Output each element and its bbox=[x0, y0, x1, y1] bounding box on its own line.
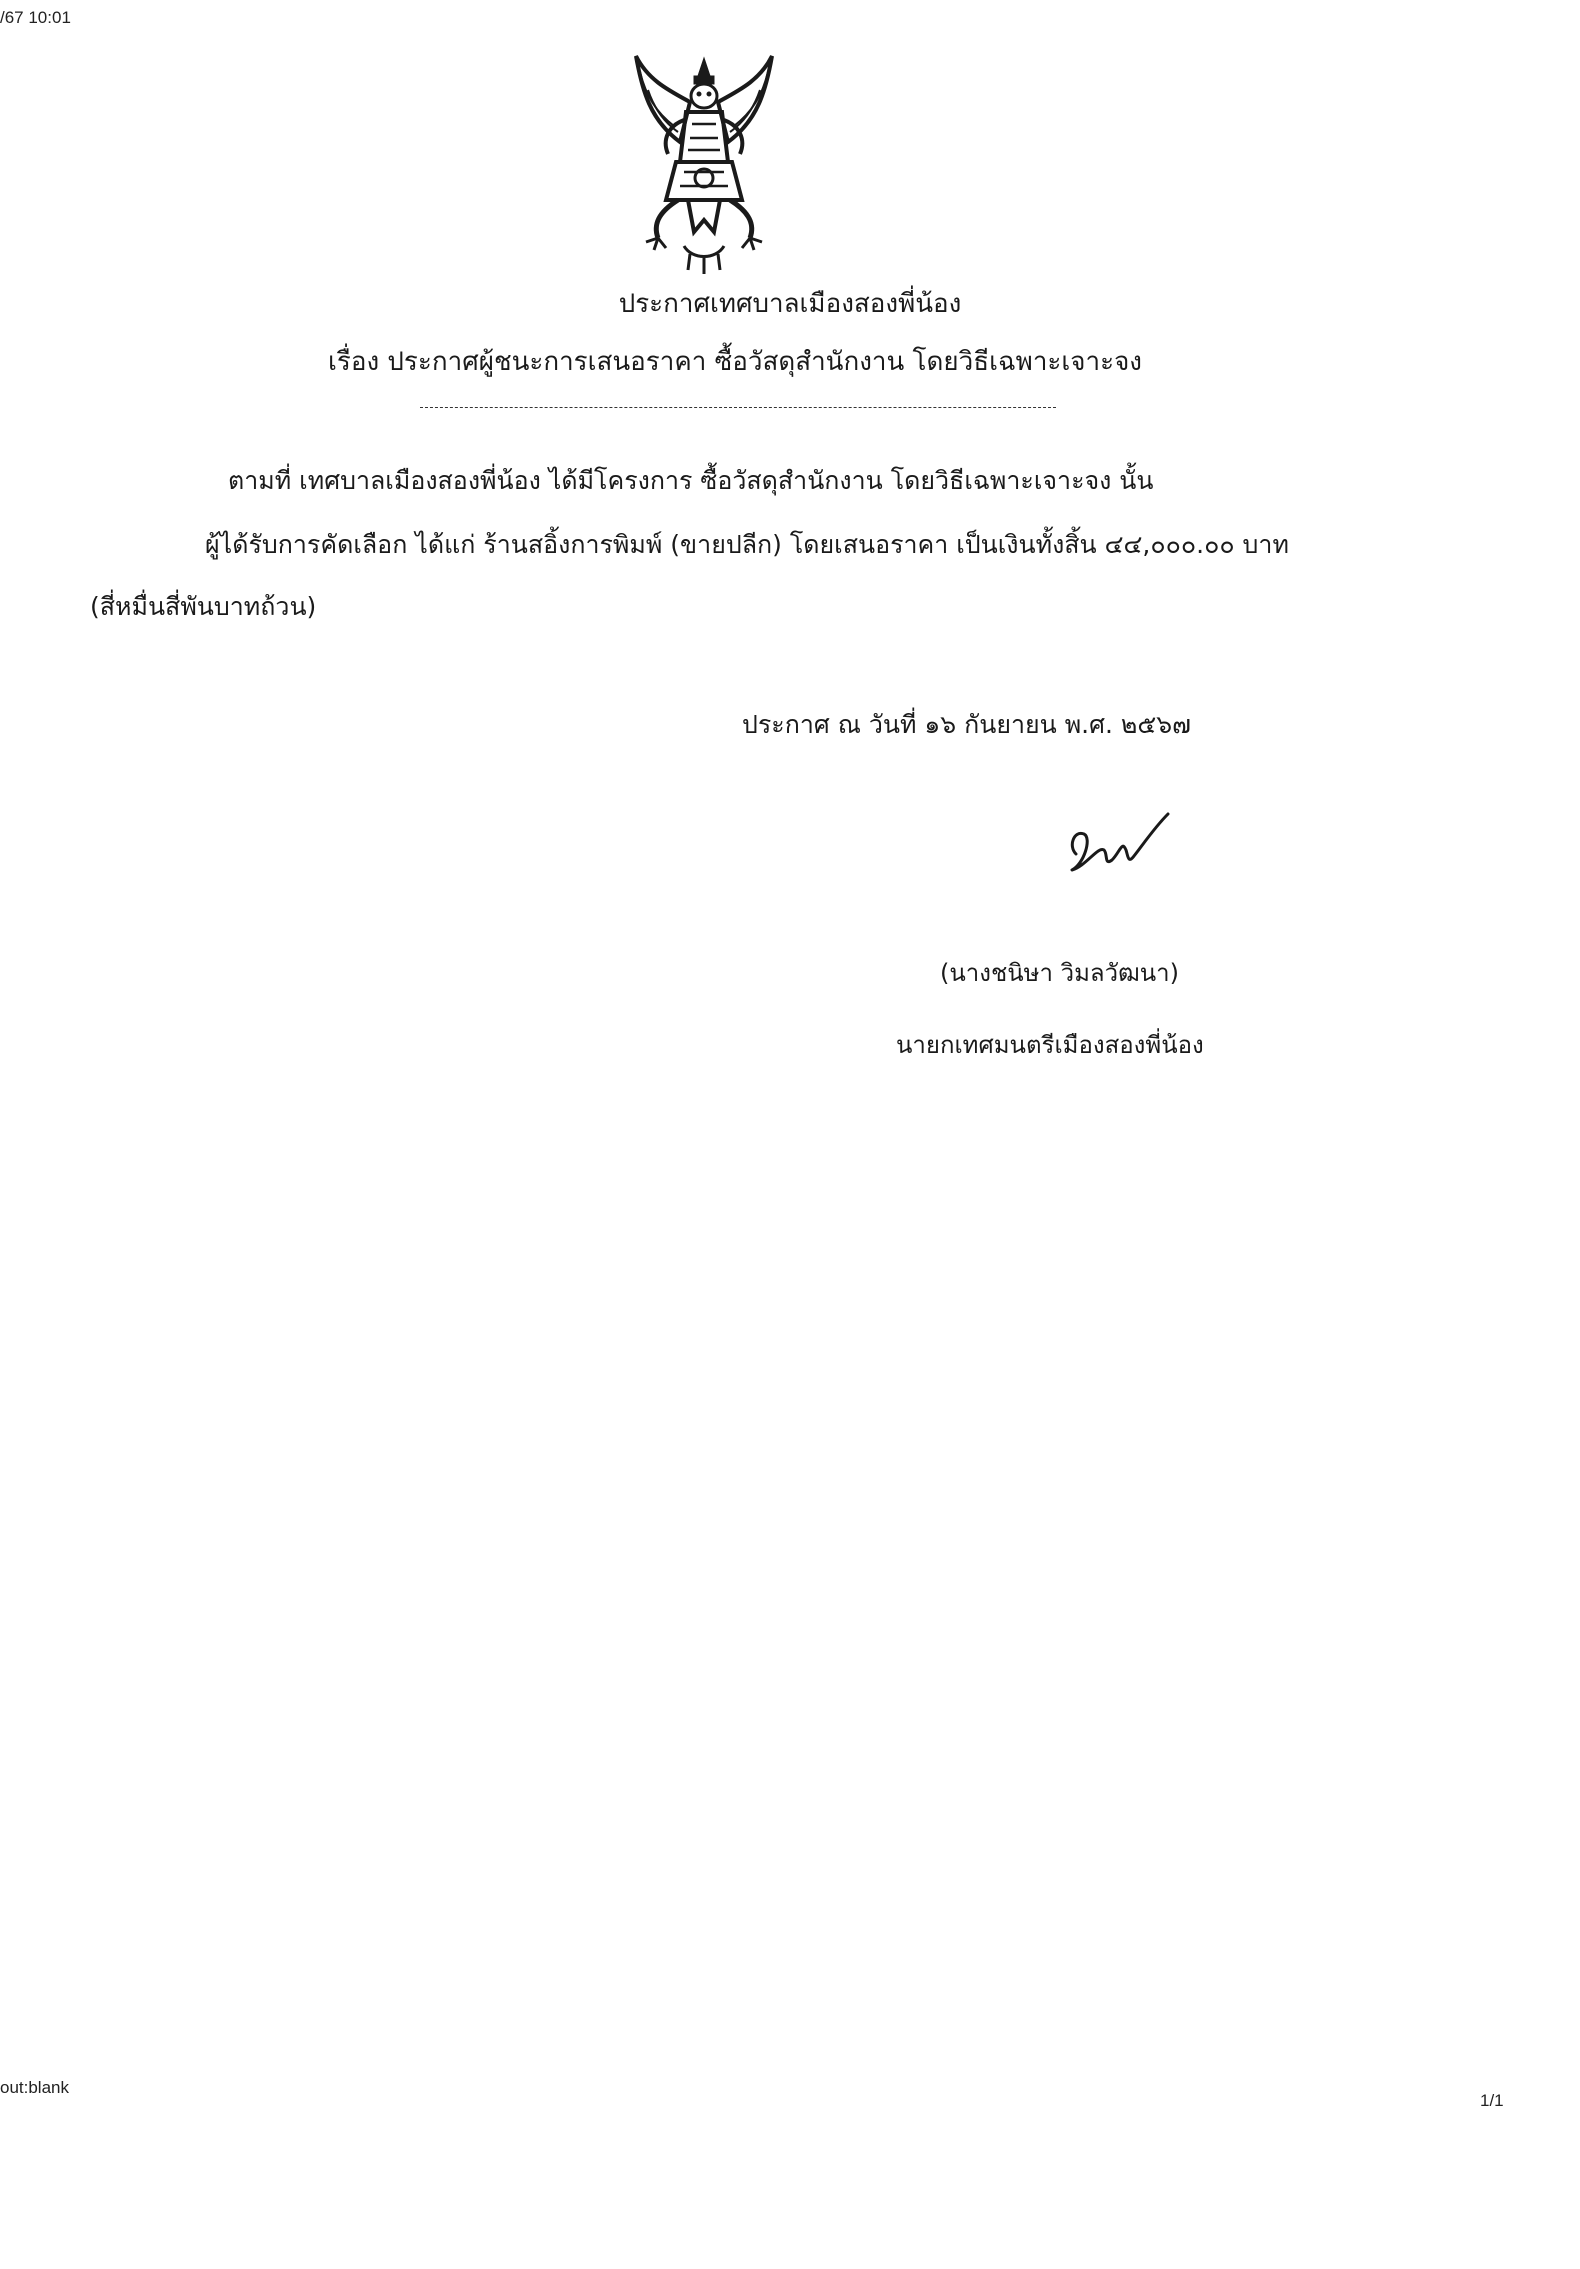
print-header-timestamp: /67 10:01 bbox=[0, 8, 71, 27]
document-subject: เรื่อง ประกาศผู้ชนะการเสนอราคา ซื้อวัสดุสำนักงาน โดยวิธีเฉพาะเจาะจง bbox=[328, 347, 1142, 377]
print-footer-page-number: 1/1 bbox=[1480, 2091, 1504, 2110]
body-paragraph-2-continuation: (สี่หมื่นสี่พันบาทถ้วน) bbox=[90, 592, 317, 621]
body-paragraph-1: ตามที่ เทศบาลเมืองสองพี่น้อง ได้มีโครงการ ซื้อวัสดุสำนักงาน โดยวิธีเฉพาะเจาะจง นั้น bbox=[228, 466, 1154, 495]
announcement-date: ประกาศ ณ วันที่ ๑๖ กันยายน พ.ศ. ๒๕๖๗ bbox=[742, 710, 1191, 739]
divider-line bbox=[420, 407, 1056, 408]
handwritten-signature-icon bbox=[1058, 806, 1178, 886]
signer-name: (นางชนิษา วิมลวัฒนา) bbox=[940, 959, 1179, 987]
body-paragraph-2: ผู้ได้รับการคัดเลือก ได้แก่ ร้านสอิ้งการพิมพ์ (ขายปลีก) โดยเสนอราคา เป็นเงินทั้งสิ้น ๔๔,๐๐๐.๐๐ บาท bbox=[205, 530, 1289, 559]
document-title: ประกาศเทศบาลเมืองสองพี่น้อง bbox=[618, 289, 962, 319]
signer-position: นายกเทศมนตรีเมืองสองพี่น้อง bbox=[896, 1031, 1204, 1059]
print-footer-url: out:blank bbox=[0, 2078, 69, 2097]
garuda-emblem-icon bbox=[628, 50, 780, 276]
